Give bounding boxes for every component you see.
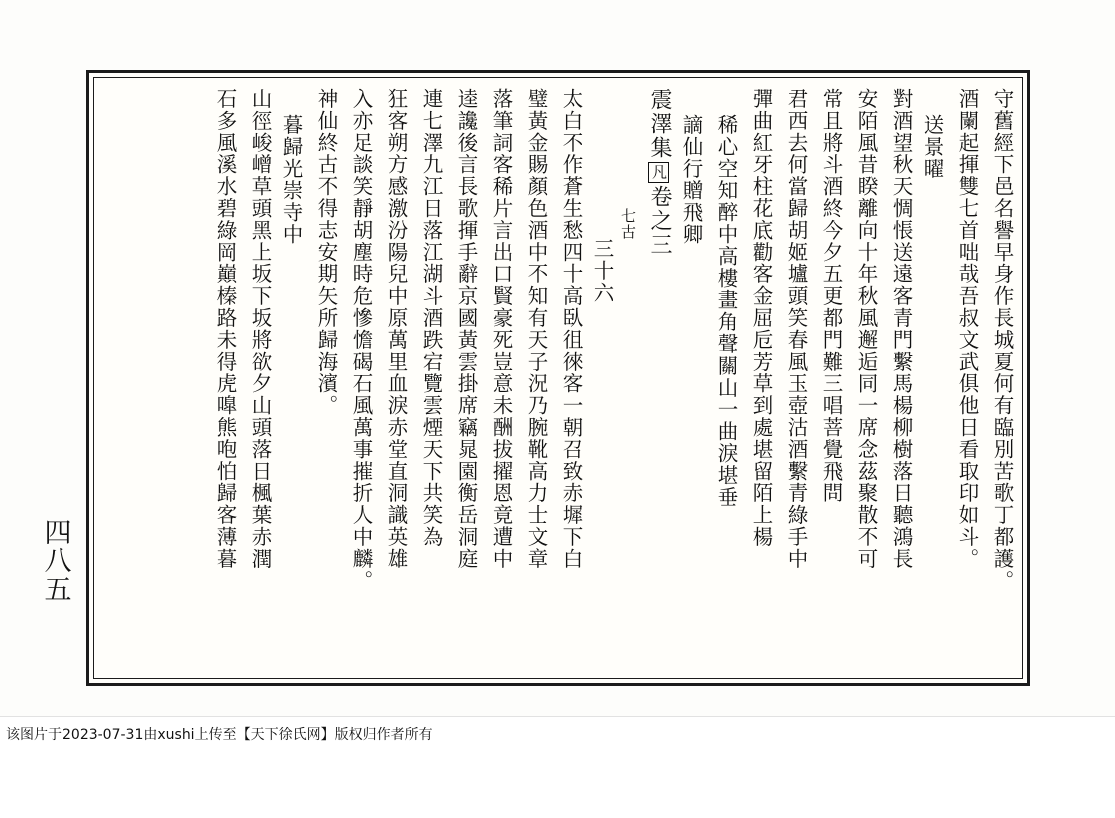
- poem-title-column: 暮歸光崇寺中: [279, 114, 303, 246]
- book-title: 震澤集: [647, 88, 672, 160]
- folio-digit-1: 四: [44, 518, 72, 549]
- text-column: 入亦足談笑靜胡塵時危慘憺碣石風萬事摧折人中麟。: [349, 88, 373, 592]
- text-column: 璧黃金賜顏色酒中不知有天子況乃腕靴高力士文章: [524, 88, 548, 570]
- genre-label-column: 七古: [619, 208, 637, 240]
- text-column: 君西去何當歸胡姬壚頭笑春風玉壺沽酒繫青綠手中: [784, 88, 808, 570]
- folio-digit-2: 八: [44, 546, 72, 578]
- book-title-column: [636, 88, 670, 668]
- text-column: 神仙終古不得志安期矢所歸海濱。: [314, 88, 338, 417]
- juan-box-marker: 凡: [650, 164, 668, 181]
- text-column: 連七澤九江日落江湖斗酒跌宕覽雲煙天下共笑為: [419, 88, 443, 548]
- upload-caption-text: 该图片于2023-07-31由xushi上传至【天下徐氏网】版权归作者所有: [6, 726, 433, 743]
- text-column: 安陌風昔睽離向十年秋風邂逅同一席念茲聚散不可: [854, 88, 878, 570]
- text-column: 落筆詞客稀片言出口賢豪死豈意未酬拔擢恩竟遭中: [489, 88, 513, 570]
- text-columns: [96, 78, 1020, 678]
- text-column: 彈曲紅牙柱花底勸客金屈卮芳草到處堪留陌上楊: [749, 88, 773, 548]
- text-column: 常且將斗酒終今夕五更都門難三唱菩覺飛問: [819, 88, 843, 505]
- text-column: 山徑峻嶒草頭黑上坂下坂將欲夕山頭落日楓葉赤潤: [248, 88, 272, 570]
- text-column: 石多風溪水碧綠岡巔榛路未得虎嘷熊咆怕歸客薄暮: [213, 88, 237, 570]
- leaf-number-column: 三十六: [590, 238, 614, 304]
- text-column: 對酒望秋天惆悵送遠客青門繫馬楊柳樹落日聽鴻長: [889, 88, 913, 570]
- poem-title-column: 謫仙行贈飛卿: [679, 114, 703, 246]
- text-column: 稀心空知醉中高樓畫角聲關山一曲淚堪垂: [714, 114, 738, 509]
- upload-caption-bar: [0, 716, 1115, 750]
- folio-digit-3: 五: [44, 574, 72, 606]
- poem-title-column: 送景曜: [920, 114, 944, 180]
- text-column: 酒闌起揮雙七首咄哉吾叔文武俱他日看取印如斗。: [955, 88, 979, 570]
- text-column: 狂客朔方感激汾陽兒中原萬里血淚赤堂直洞識英雄: [384, 88, 408, 570]
- text-column: 守舊經下邑名譽早身作長城夏何有臨別苦歌丁都護。: [990, 88, 1014, 592]
- text-column: 太白不作蒼生愁四十高臥徂徠客一朝召致赤墀下白: [559, 88, 583, 570]
- text-column: 逵讒後言長歌揮手辭京國黃雲掛席竊晁園衡岳洞庭: [454, 88, 478, 570]
- folio-number: [38, 520, 78, 605]
- volume-label: 卷之三: [647, 185, 672, 257]
